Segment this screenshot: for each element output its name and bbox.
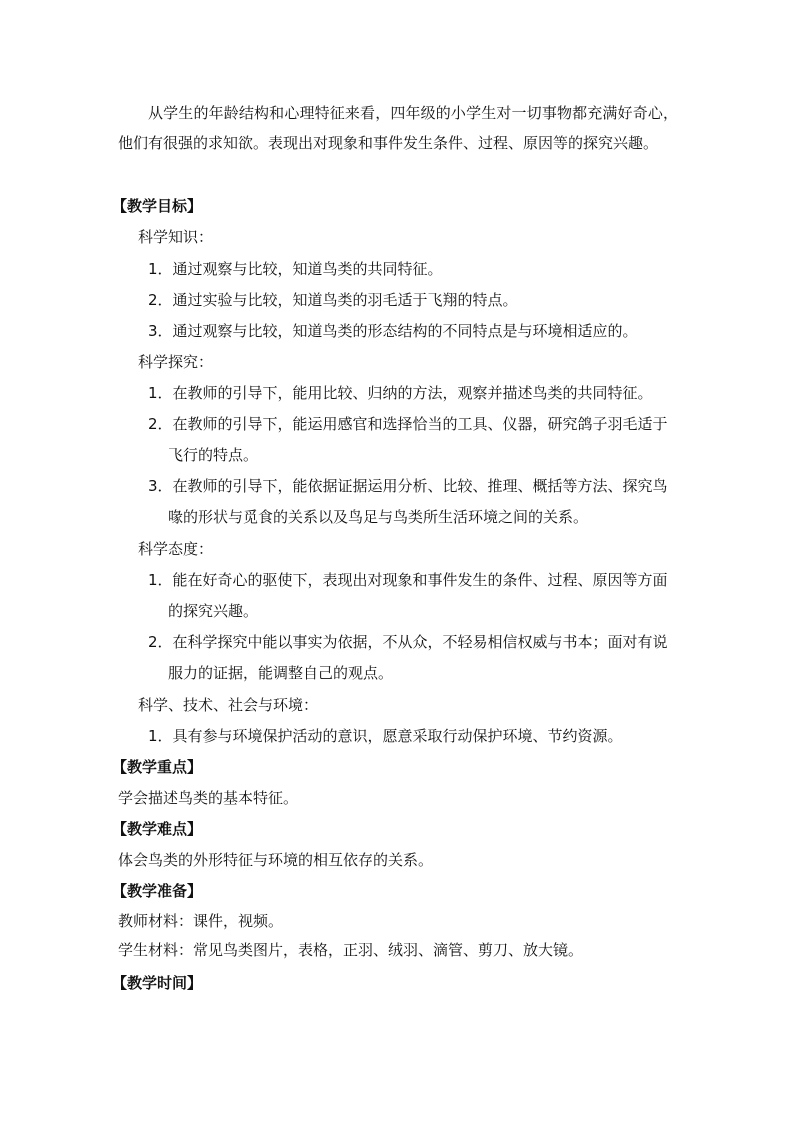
knowledge-item-2: 2．通过实验与比较，知道鸟类的羽毛适于飞翔的特点。 [148, 291, 518, 309]
preparation-student: 学生材料：常见鸟类图片，表格，正羽、绒羽、滴管、剪刀、放大镜。 [118, 941, 584, 959]
knowledge-item-3: 3．通过观察与比较，知道鸟类的形态结构的不同特点是与环境相适应的。 [148, 322, 638, 340]
preparation-teacher: 教师材料：课件，视频。 [118, 912, 284, 930]
keypoint-text: 学会描述鸟类的基本特征。 [118, 789, 299, 807]
objectives-heading: 【教学目标】 [112, 197, 203, 215]
preparation-heading: 【教学准备】 [112, 882, 203, 900]
inquiry-title: 科学探究： [138, 353, 214, 371]
sts-item-1: 1．具有参与环境保护活动的意识，愿意采取行动保护环境、节约资源。 [148, 727, 623, 745]
sts-title: 科学、技术、社会与环境： [138, 696, 319, 714]
keypoint-heading: 【教学重点】 [112, 758, 203, 776]
intro-paragraph: 从学生的年龄结构和心理特征来看，四年级的小学生对一切事物都充满好奇心，他们有很强的求知欲。表现出对现象和事件发生条件、过程、原因等的探究兴趣。 [118, 104, 678, 152]
knowledge-item-1: 1．通过观察与比较，知道鸟类的共同特征。 [148, 260, 443, 278]
difficulty-text: 体会鸟类的外形特征与环境的相互依存的关系。 [118, 851, 434, 869]
inquiry-item-1: 1．在教师的引导下，能用比较、归纳的方法，观察并描述鸟类的共同特征。 [148, 384, 653, 402]
attitude-item-2: 2．在科学探究中能以事实为依据，不从众，不轻易相信权威与书本；面对有说服力的证据，能调整自己的观点。 [148, 633, 668, 682]
inquiry-item-3: 3．在教师的引导下，能依据证据运用分析、比较、推理、概括等方法、探究鸟喙的形状与觅食的关系以及鸟足与鸟类所生活环境之间的关系。 [148, 477, 668, 526]
inquiry-item-2: 2．在教师的引导下，能运用感官和选择恰当的工具、仪器，研究鸽子羽毛适于飞行的特点。 [148, 415, 668, 464]
knowledge-title: 科学知识： [138, 228, 214, 246]
difficulty-heading: 【教学难点】 [112, 820, 203, 838]
attitude-item-1: 1．能在好奇心的驱使下，表现出对现象和事件发生的条件、过程、原因等方面的探究兴趣。 [148, 571, 668, 620]
attitude-title: 科学态度： [138, 540, 214, 558]
time-heading: 【教学时间】 [112, 974, 203, 992]
